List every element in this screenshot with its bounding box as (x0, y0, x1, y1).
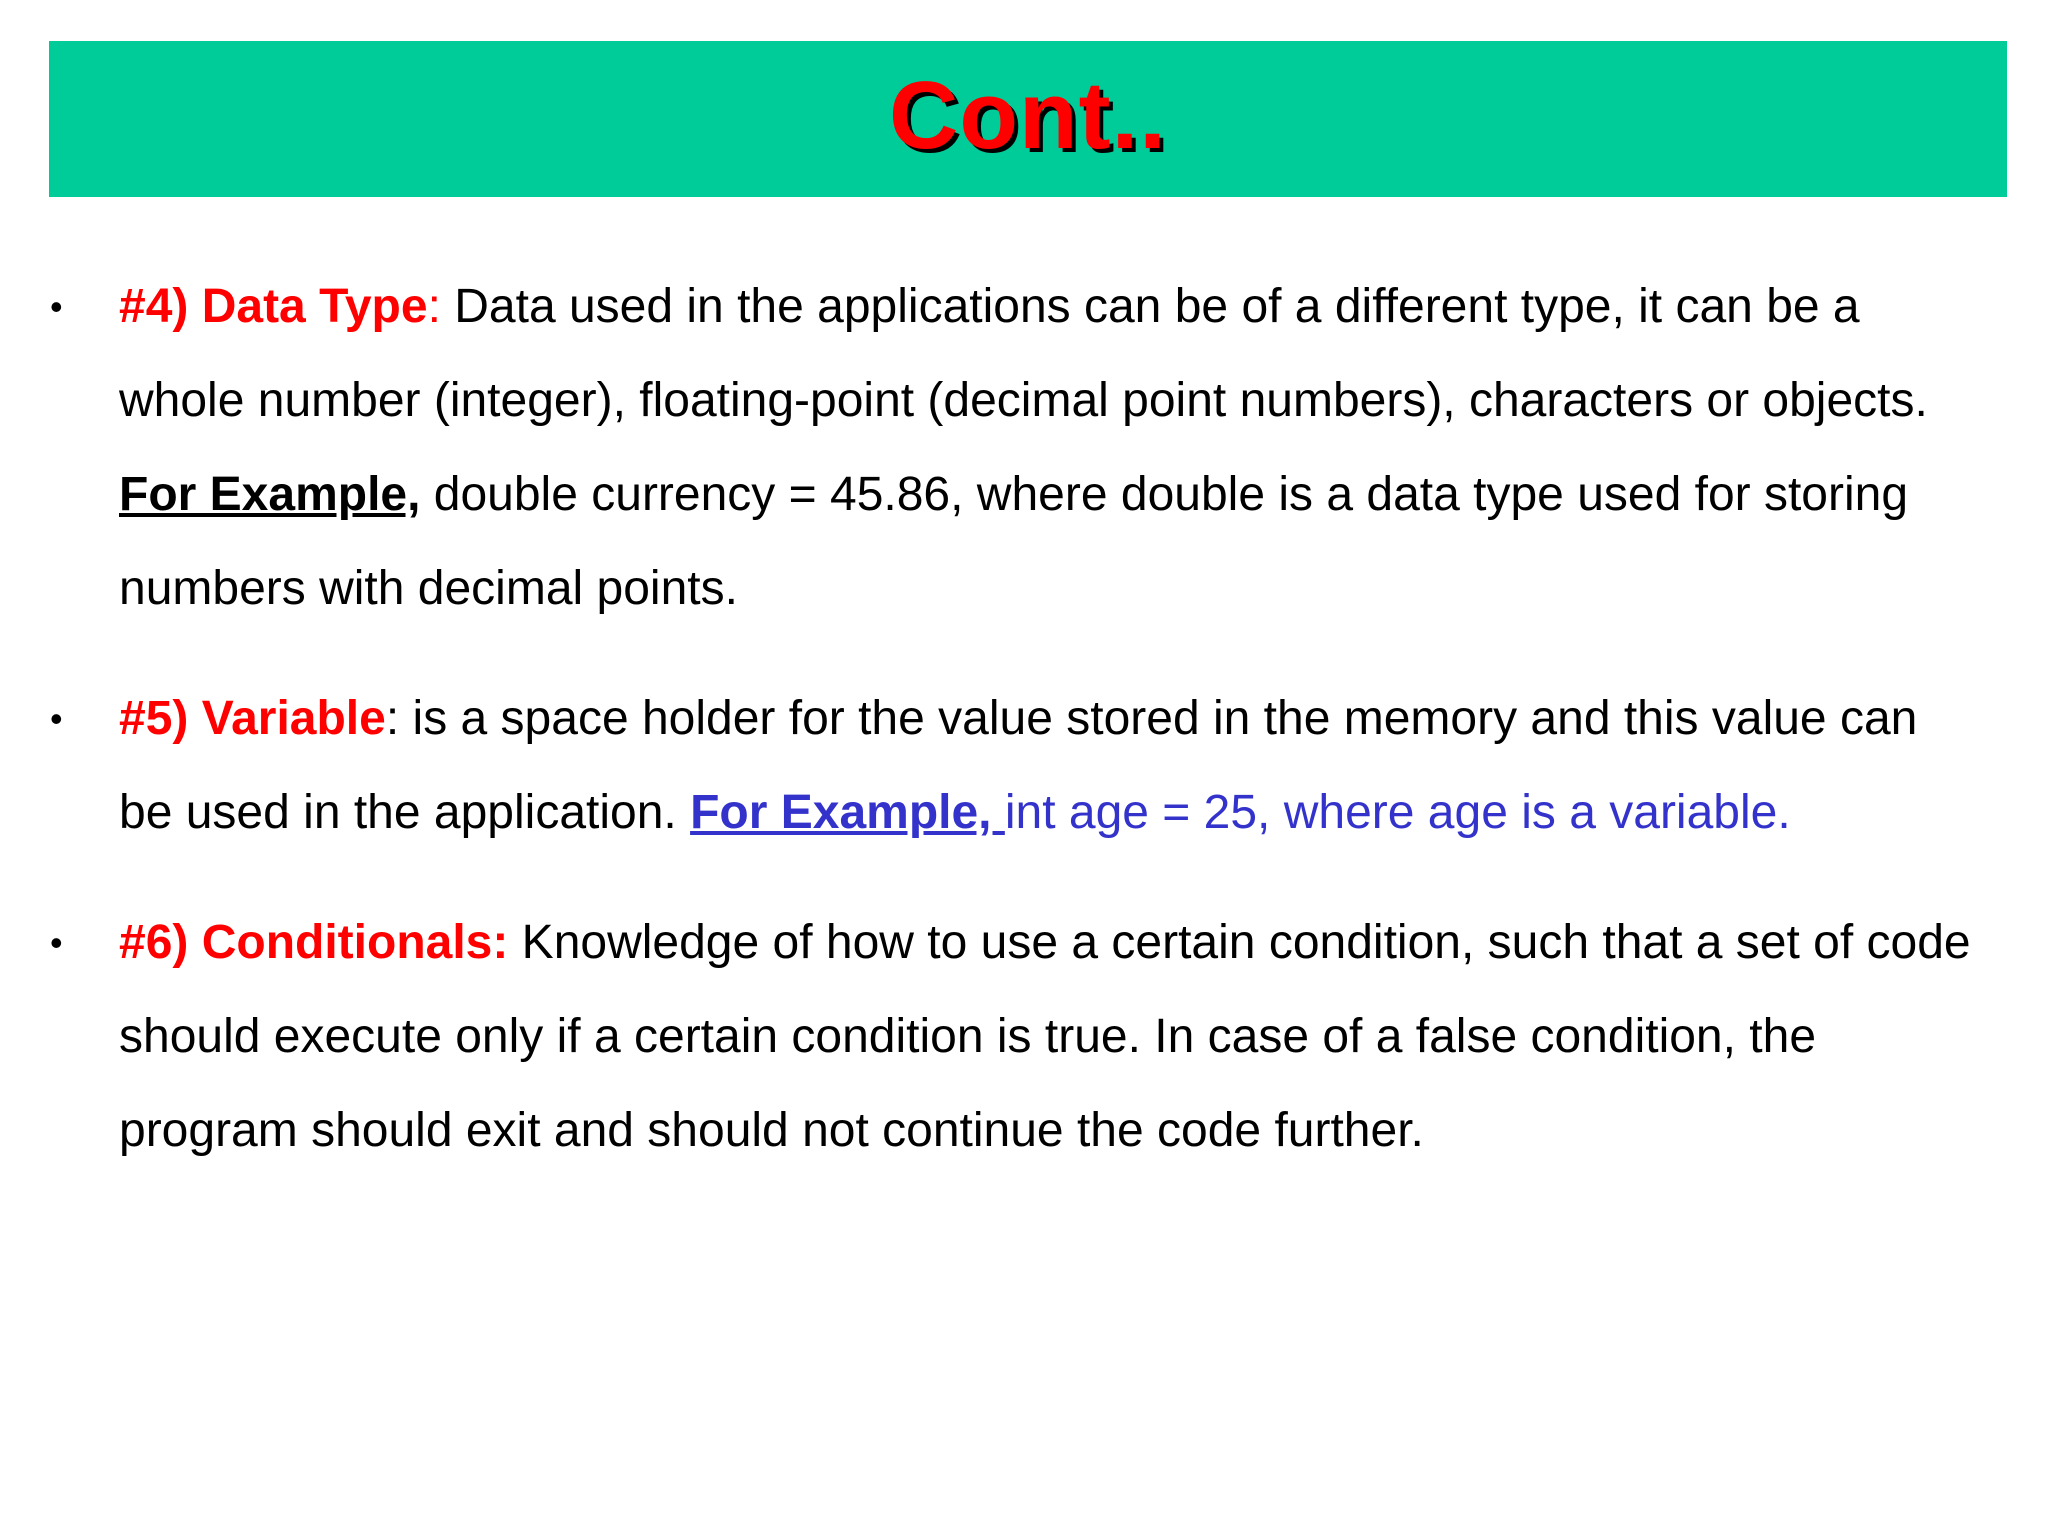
bullet-marker: • (50, 698, 63, 739)
title-banner (49, 41, 2007, 197)
bullet-text: Data used in the applications can be of a different type, it can be a whole number (integer), floating-point (decimal point numbers), characters or objects. (119, 280, 1928, 427)
bullet-marker: • (50, 286, 63, 327)
example-label: For Example, (119, 468, 421, 521)
bullet-text: is a space holder for the value stored in the memory and this value can be used in the application. (119, 692, 1918, 839)
term-colon: : (427, 280, 441, 333)
bullet-conditionals (50, 896, 1980, 1178)
example-text: double currency = 45.86, where double is a data type used for storing numbers with decimal points. (119, 468, 1909, 615)
term-label: #4) Data Type (119, 280, 428, 333)
bullet-data-type (50, 260, 1980, 636)
term-colon: : (385, 692, 400, 745)
term-label: #5) Variable (119, 692, 386, 745)
example-label: For Example, (690, 786, 1005, 839)
bullet-marker: • (50, 922, 63, 963)
bullet-list (50, 260, 1980, 1178)
bullet-text: Knowledge of how to use a certain condition, such that a set of code should execute only if a certain condition is true. In case of a false condition, the program should exit and should not continue the code further. (119, 916, 1971, 1157)
slide-title: Cont.. (889, 62, 1167, 169)
bullet-variable (50, 672, 1980, 860)
example-text: int age = 25, where age is a variable. (1004, 786, 1791, 839)
term-label: #6) Conditionals: (119, 916, 509, 969)
